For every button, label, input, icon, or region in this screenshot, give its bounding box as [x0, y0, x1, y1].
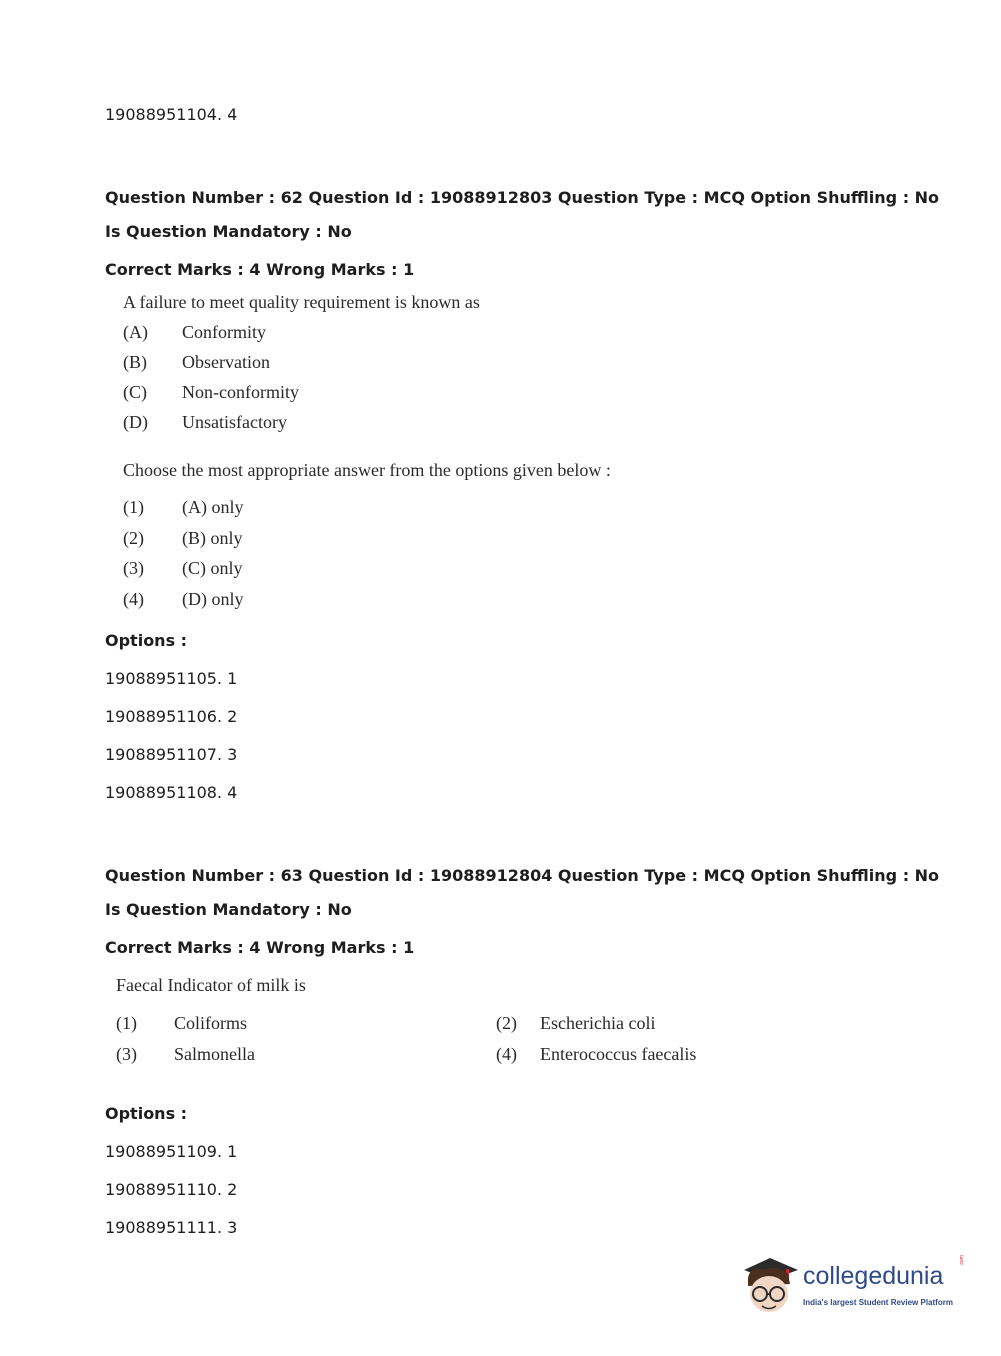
option-line: 19088951104. 4 — [105, 105, 238, 124]
choice-text: Conformity — [182, 322, 266, 342]
answer-text: (A) only — [182, 497, 244, 517]
choice-text: Salmonella — [174, 1044, 255, 1064]
answer-label: (2) — [123, 528, 144, 548]
choice-label: (1) — [116, 1013, 137, 1033]
option-line: 19088951105. 1 — [105, 669, 238, 688]
option-line: 19088951109. 1 — [105, 1142, 238, 1161]
choice-text: Coliforms — [174, 1013, 248, 1033]
option-line: 19088951107. 3 — [105, 745, 238, 764]
choice-text: Enterococcus faecalis — [540, 1044, 697, 1064]
choice-text: Observation — [182, 352, 270, 372]
choice-label: (3) — [116, 1044, 137, 1064]
choice-label: (4) — [496, 1044, 517, 1064]
choice-label: (C) — [123, 382, 147, 402]
mascot-icon — [740, 1248, 802, 1320]
question-header: Question Number : 63 Question Id : 19088912804 Question Type : MCQ Option Shuffling : No — [105, 866, 940, 885]
question-mandatory: Is Question Mandatory : No — [105, 222, 352, 241]
logo-wordmark: collegedunia — [803, 1262, 944, 1290]
question-marks: Correct Marks : 4 Wrong Marks : 1 — [105, 938, 415, 957]
answer-text: (C) only — [182, 558, 243, 578]
answer-label: (1) — [123, 497, 144, 517]
option-line: 19088951108. 4 — [105, 783, 238, 802]
question-mandatory: Is Question Mandatory : No — [105, 900, 352, 919]
question-text: A failure to meet quality requirement is known as — [123, 292, 480, 312]
choice-label: (A) — [123, 322, 148, 342]
choice-label: (B) — [123, 352, 147, 372]
question-header: Question Number : 62 Question Id : 19088912803 Question Type : MCQ Option Shuffling : No — [105, 188, 940, 207]
question-instruction: Choose the most appropriate answer from the options given below : — [123, 460, 611, 480]
options-heading: Options : — [105, 1104, 188, 1123]
choice-text: Non-conformity — [182, 382, 299, 402]
answer-text: (D) only — [182, 589, 244, 609]
option-line: 19088951110. 2 — [105, 1180, 238, 1199]
answer-label: (3) — [123, 558, 144, 578]
options-heading: Options : — [105, 631, 188, 650]
choice-label: (D) — [123, 412, 148, 432]
logo-tagline: India's largest Student Review Platform — [803, 1298, 953, 1307]
question-text: Faecal Indicator of milk is — [116, 975, 306, 995]
answer-label: (4) — [123, 589, 144, 609]
choice-text: Escherichia coli — [540, 1013, 656, 1033]
option-line: 19088951111. 3 — [105, 1218, 238, 1237]
logo-com: .com — [959, 1255, 965, 1266]
choice-label: (2) — [496, 1013, 517, 1033]
choice-text: Unsatisfactory — [182, 412, 287, 432]
answer-text: (B) only — [182, 528, 243, 548]
question-marks: Correct Marks : 4 Wrong Marks : 1 — [105, 260, 415, 279]
option-line: 19088951106. 2 — [105, 707, 238, 726]
